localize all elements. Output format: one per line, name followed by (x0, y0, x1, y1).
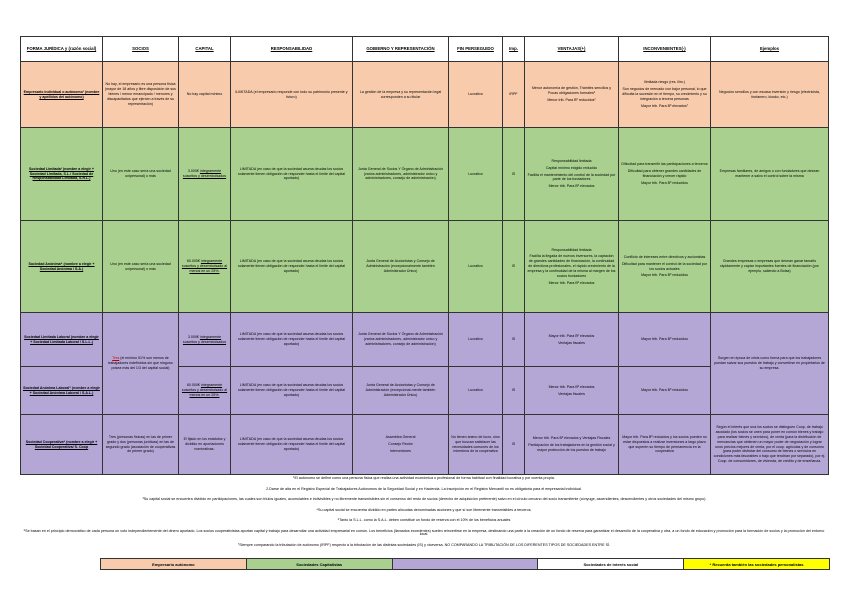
responsabilidad-cell: ILIMITADA (el empresario responde con todo su patrimonio presente y futuro) (231, 62, 353, 128)
footnote: ⁷Siempre comparando la tributación de autónomo (IRPF) respecto a la tributación de las distintas sociedades (IS) y viceversa, NO COMPARANDO LA TRIBUTACIÓN DE LOS DIFERENTES TIPOS DE SOCIEDADES ENTRE SÍ. (237, 542, 611, 547)
ventaja-item: Menor trib. Para Bº elevados (548, 184, 595, 189)
responsabilidad-cell: LIMITADA (en caso de que la sociedad asuma deudas los socios solamente tienen obligación de responder hasta el límite del capital aportado) (231, 221, 353, 313)
table-row (21, 221, 829, 313)
comparison-table (20, 36, 829, 475)
ventaja-item: Menor trib. Para Bº elevados (548, 384, 595, 389)
legend-swatch (393, 559, 539, 569)
capital-condition: íntegramente suscritos y desembolsado al menos en un 25%. (181, 383, 228, 397)
table-row (21, 62, 829, 128)
header-gobierno: GOBIERNO Y REPRESENTACIÓN (353, 37, 449, 62)
ventaja-item: Mayor trib. Para Bº elevados (548, 333, 595, 338)
inconveniente-item: Mayor trib. Para Bº reducidos (641, 180, 688, 185)
inconvenientes-cell (619, 415, 711, 475)
ejemplos-cell: Grandes empresas o empresas que desean ganar tamaño rápidamente y captar importantes fuentes de financiación (por ejemplo, saliendo a Bolsa) (711, 221, 829, 313)
inconvenientes-cell (619, 62, 711, 128)
ejemplos-cell: Empresas familiares, de amigos o con fundadores que desean mantener a salvo el control sobre la misma (711, 128, 829, 221)
inconveniente-item: Mayor trib. Para Bº reducidos (641, 388, 688, 393)
organo-item: Asamblea General (385, 435, 416, 440)
forma-cell: Empresario individual o autónomo¹ (nombre y apellidos del autónomo) (21, 62, 103, 128)
inconvenientes-cell (619, 128, 711, 221)
ventaja-item: Responsabilidad limitada (551, 247, 592, 252)
organo-item: Interventores (390, 448, 411, 453)
responsabilidad-cell: LIMITADA (en caso de que la sociedad asuma deudas los socios solamente tienen obligación de responder hasta el límite del capital aportado) (231, 367, 353, 415)
fin-cell: Lucrativo (449, 221, 503, 313)
ventajas-cell (525, 415, 619, 475)
footnote: ¹El autónomo se define como una persona física que realiza una actividad económica o profesional de forma habitual con finalidad lucrativa y por cuenta propia. (293, 476, 555, 480)
capital-cell: No hay capital mínimo (179, 62, 231, 128)
imp-cell: IS (503, 313, 525, 367)
header-capital: CAPITAL (179, 37, 231, 62)
ventaja-item: Menor trib. Para Bº reducidos⁷ (547, 97, 596, 102)
imp-cell: IS (503, 128, 525, 221)
ejemplos-cell: Según el interés que una los socios se distinguen Coop. de trabajo asociado (los socios se unen para poner en común bienes y trabajo para realizar bienes y servicios), de venta (para la distribución de mercancías que obtienen un mayor poder de negociación y lograr unos precios mejores de venta, por el coop. agrícolas y de consumo (para poder disfrutar del consumo de bienes o servicios en condiciones más favorables o bajo que tendrían por separado), por ej. Coop. de consumidores, de vivienda, de crédito y de enseñanza. (711, 415, 829, 475)
inconveniente-item: Dificultad para transmitir las participaciones a terceros (621, 162, 708, 167)
capital-amount: 3.000€ (187, 334, 199, 339)
gobierno-cell: Junta General de Accionistas y Consejo de Administración (excepcionalmente también Administrador Único) (353, 221, 449, 313)
inconveniente-item: Ilimitada riesgo (res. ilim.) (644, 80, 685, 85)
gobierno-cell (353, 415, 449, 475)
socios-cell: Uno (en este caso sería una sociedad unipersonal) o más (103, 128, 179, 221)
fin-cell: Lucrativo (449, 128, 503, 221)
table-row (21, 415, 829, 475)
fin-cell: No tienen ánimo de lucro, sino que buscan satisfacer las necesidades comunes de los miembros de la cooperativa (449, 415, 503, 475)
fin-cell: Lucrativo (449, 367, 503, 415)
forma-cell: Sociedad Anónima Laboral⁵ (nombre a elegir + Sociedad Anónima Laboral / S.A.L.) (21, 367, 103, 415)
capital-cell: El fijado en los estatutos y dividido en aportaciones nominativas. (179, 415, 231, 475)
imp-cell: IRPF (503, 62, 525, 128)
forma-cell: Sociedad Limitada Laboral (nombre a elegir + Sociedad Limitada Laboral / S.L.L.) (21, 313, 103, 367)
ventajas-cell (525, 313, 619, 367)
forma-cell: Sociedad Limitada³ (nombre a elegir + Sociedad Limitada, S.L./ Sociedad de Responsabilidad Limitada, S.R.L.) (21, 128, 103, 221)
inconveniente-item: Mayor trib. Para Bº elevados⁷ (641, 103, 688, 108)
legend-personalistas: * Recuerda también las sociedades personalistas (684, 559, 829, 569)
capital-cell (179, 221, 231, 313)
inconveniente-item: Dificultad para mantener el control de la sociedad por los socios actuales (621, 261, 708, 271)
inconveniente-item: Dificultad para obtener grandes cantidades de financiación y crecer rápido (627, 169, 702, 178)
ventaja-item: Facilita el mantenimiento del control de la sociedad por parte de los fundadores (527, 172, 616, 182)
fin-cell: Lucrativo (449, 313, 503, 367)
header-imp: Imp. (503, 37, 525, 62)
ejemplos-cell: Surgen en época de crisis como forma para que los trabajadores puedan salvar sus puestos de trabajo y convertirse en propietarios de su empresa. (711, 313, 829, 415)
footnote: ³Su capital social se encuentra dividido en participaciones, las cuales son títulos iguales, acumulables e indivisibles y no libremente transmisibles sin el consenso del resto de socios (derecho de adquisición preferente) salvo en el círculo cercano del socio transmitente (cónyuge, ascendientes, descendientes y otros sociedades del mismo grupo) (142, 497, 706, 501)
socios-cell: No hay, el empresario es una persona física (mayor de 18 años y libre disposición de sus bienes / menor emancipado / menores y discapacitados que ejercen a través de su representación) (103, 62, 179, 128)
ventajas-cell (525, 221, 619, 313)
capital-amount: 60.000€ (186, 383, 200, 388)
header-ventajas: VENTAJAS(+) (525, 37, 619, 62)
ventaja-item: Ventajas fiscales (558, 391, 585, 396)
socios-detail: (el mínimo 51% son menos de trabajadores indefinidos sin que ninguno posea más del 1/3 del capital social) (108, 356, 173, 370)
imp-cell: IS (503, 367, 525, 415)
inconveniente-item: Mayor trib. Para Bº reducidos (641, 337, 688, 342)
header-forma: FORMA JURÍDICA y (razón social) (21, 37, 103, 62)
header-ejemplos: Ejemplos (711, 37, 829, 62)
gobierno-cell: Junta General de Socios Y Órgano de Administración (varios administradores, administrador único y administradores, consejo de administración) (353, 313, 449, 367)
header-fin: FIN PERSEGUIDO (449, 37, 503, 62)
fin-cell: Lucrativo (449, 62, 503, 128)
forma-cell: Sociedad Cooperativa⁶ (nombre a elegir + Sociedad Cooperativa/ S. Coop (21, 415, 103, 475)
ventaja-item: Menor trib. Para Bº elevados (548, 280, 595, 285)
socios-min-count: Tres (112, 356, 120, 361)
footnotes (20, 477, 828, 554)
footnote: ⁶Se basan en el principio democrático de cada persona un voto independientemente del dinero aportado. Los socios cooperativistas aportan capital y trabajo para desarrollar una actividad empresarial en común. Los beneficios (llamados excedentes) suelen reinvertirse en la empresa, destinando una parte a la creación de un fondo de reserva para garantizar el desarrollo de la cooperativa y otra, a un fondo de educación y promoción para la formación de socios y la promoción del entorno local. (23, 528, 825, 537)
inconveniente-item: Mayor trib. Para Bº reducidos y los socios pueden no estar dispuestos a realizar inversiones a largo plazo que superen su tiempo de permanencia en la cooperativa (622, 434, 707, 454)
socios-cell (103, 313, 179, 415)
forma-cell: Sociedad Anónima⁴ (nombre a elegir + Sociedad Anónima / S.A.) (21, 221, 103, 313)
footnote: ⁵Tanto la S.L.L. como la S.A.L. deben constituir un fondo de reserva con el 10% de los beneficios anuales (337, 518, 511, 522)
capital-condition: íntegramente suscritos y desembolsados (182, 169, 227, 178)
ventaja-item: Facilita la llegada de nuevos inversores, la captación de grandes cantidades de financiación, la continuidad de directivos profesionales, el rápido crecimiento de la empresa y la continuidad de la misma al margen de los socios fundadores (527, 254, 616, 278)
capital-cell (179, 128, 231, 221)
responsabilidad-cell: LIMITADA (en caso de que la sociedad asuma deudas los socios solamente tienen obligación de responder hasta el límite del capital aportado) (231, 128, 353, 221)
table-row (21, 128, 829, 221)
capital-cell (179, 313, 231, 367)
footnote: 2.Darse de alta en el Registro Especial de Trabajadores Autónomos de la Seguridad Social y en Hacienda. La inscripción en el Registro Mercantil no es obligatoria para el empresarial individual. (266, 486, 582, 491)
ventaja-item: Ventajas fiscales (558, 340, 585, 345)
header-inconvenientes: INCONVENIENTES(-) (619, 37, 711, 62)
inconvenientes-cell (619, 221, 711, 313)
responsabilidad-cell: LIMITADA (en caso de que la sociedad asuma deudas los socios solamente tienen obligación de responder hasta el límite del capital aportado) (231, 313, 353, 367)
legend-capitalistas: Sociedades Capitalistas (247, 559, 393, 569)
capital-condition: íntegramente suscritos y desembolsado al menos en un 25%. (181, 259, 228, 273)
capital-cell (179, 367, 231, 415)
gobierno-cell: Junta General de Socios Y Órgano de Administración (varios administradores, administrador único y administradores, consejo de administración) (353, 128, 449, 221)
ventajas-cell (525, 367, 619, 415)
inconveniente-item: Conflicto de intereses entre directivos y accionistas (623, 254, 706, 259)
inconveniente-item: Mayor trib. Para Bº reducidos (641, 273, 688, 278)
responsabilidad-cell: LIMITADA (en caso de que la sociedad asuma deudas los socios solamente tienen obligación de responder hasta el límite del capital aportado) (231, 415, 353, 475)
legend-interes-social: Sociedades de interés social (538, 559, 684, 569)
table-row (21, 313, 829, 367)
legend-autonomo: Empresario autónomo (101, 559, 247, 569)
imp-cell: IS (503, 221, 525, 313)
header-responsabilidad: RESPONSABILIDAD (231, 37, 353, 62)
ventaja-item: Responsabilidad limitada (551, 158, 592, 163)
inconveniente-item: Son negocios de mercado con bajor personal, lo que dificulta la sucesión en el tiempo, su crecimiento y su integración a tercera personas (622, 87, 707, 101)
capital-amount: 3.000€ (187, 169, 199, 174)
ventaja-item: Menor trib. Para Bº elevados y Ventajas Fiscales (532, 436, 611, 441)
color-legend (100, 558, 830, 570)
ventajas-cell (525, 128, 619, 221)
imp-cell: IS (503, 415, 525, 475)
ventaja-item: Capital mínimo exigido reducido (545, 165, 598, 170)
capital-condition: íntegramente suscritos y desembolsados (182, 334, 227, 344)
ventaja-item: Menor autonomía de gestión, Trámites sencillos y Pocas obligaciones formales² (531, 86, 612, 96)
header-row (21, 37, 829, 62)
footnote: ⁴Su capital social se encuentra dividido en partes alícuotas denominadas acciones y que sí son libremente transmisibles a terceros. (316, 507, 532, 512)
ventajas-cell (525, 62, 619, 128)
ventaja-item: Participación de los trabajadores en la gestión social y mayor protección de los puestos de trabajo (528, 443, 615, 452)
header-socios: SOCIOS (103, 37, 179, 62)
socios-cell: Tres (personas físicas) en las de primer grado y dos (personas jurídicas) en las de segundo grado (asociación de cooperativas de primer grado) (103, 415, 179, 475)
ejemplos-cell: Negocios sencillos y con escasa inversión y riesgo (electricista, fontanero, kiosko, etc.) (711, 62, 829, 128)
gobierno-cell: Junta General de Accionistas y Consejo de Administración (excepcional-mente también Administrador Único) (353, 367, 449, 415)
capital-amount: 60.000€ (186, 259, 200, 264)
inconvenientes-cell (619, 313, 711, 367)
gobierno-cell: La gestión de la empresa y su representación legal corresponden a su titular (353, 62, 449, 128)
inconvenientes-cell (619, 367, 711, 415)
socios-cell: Uno (en este caso sería una sociedad unipersonal) o más (103, 221, 179, 313)
organo-item: Consejo Rector (388, 442, 413, 447)
